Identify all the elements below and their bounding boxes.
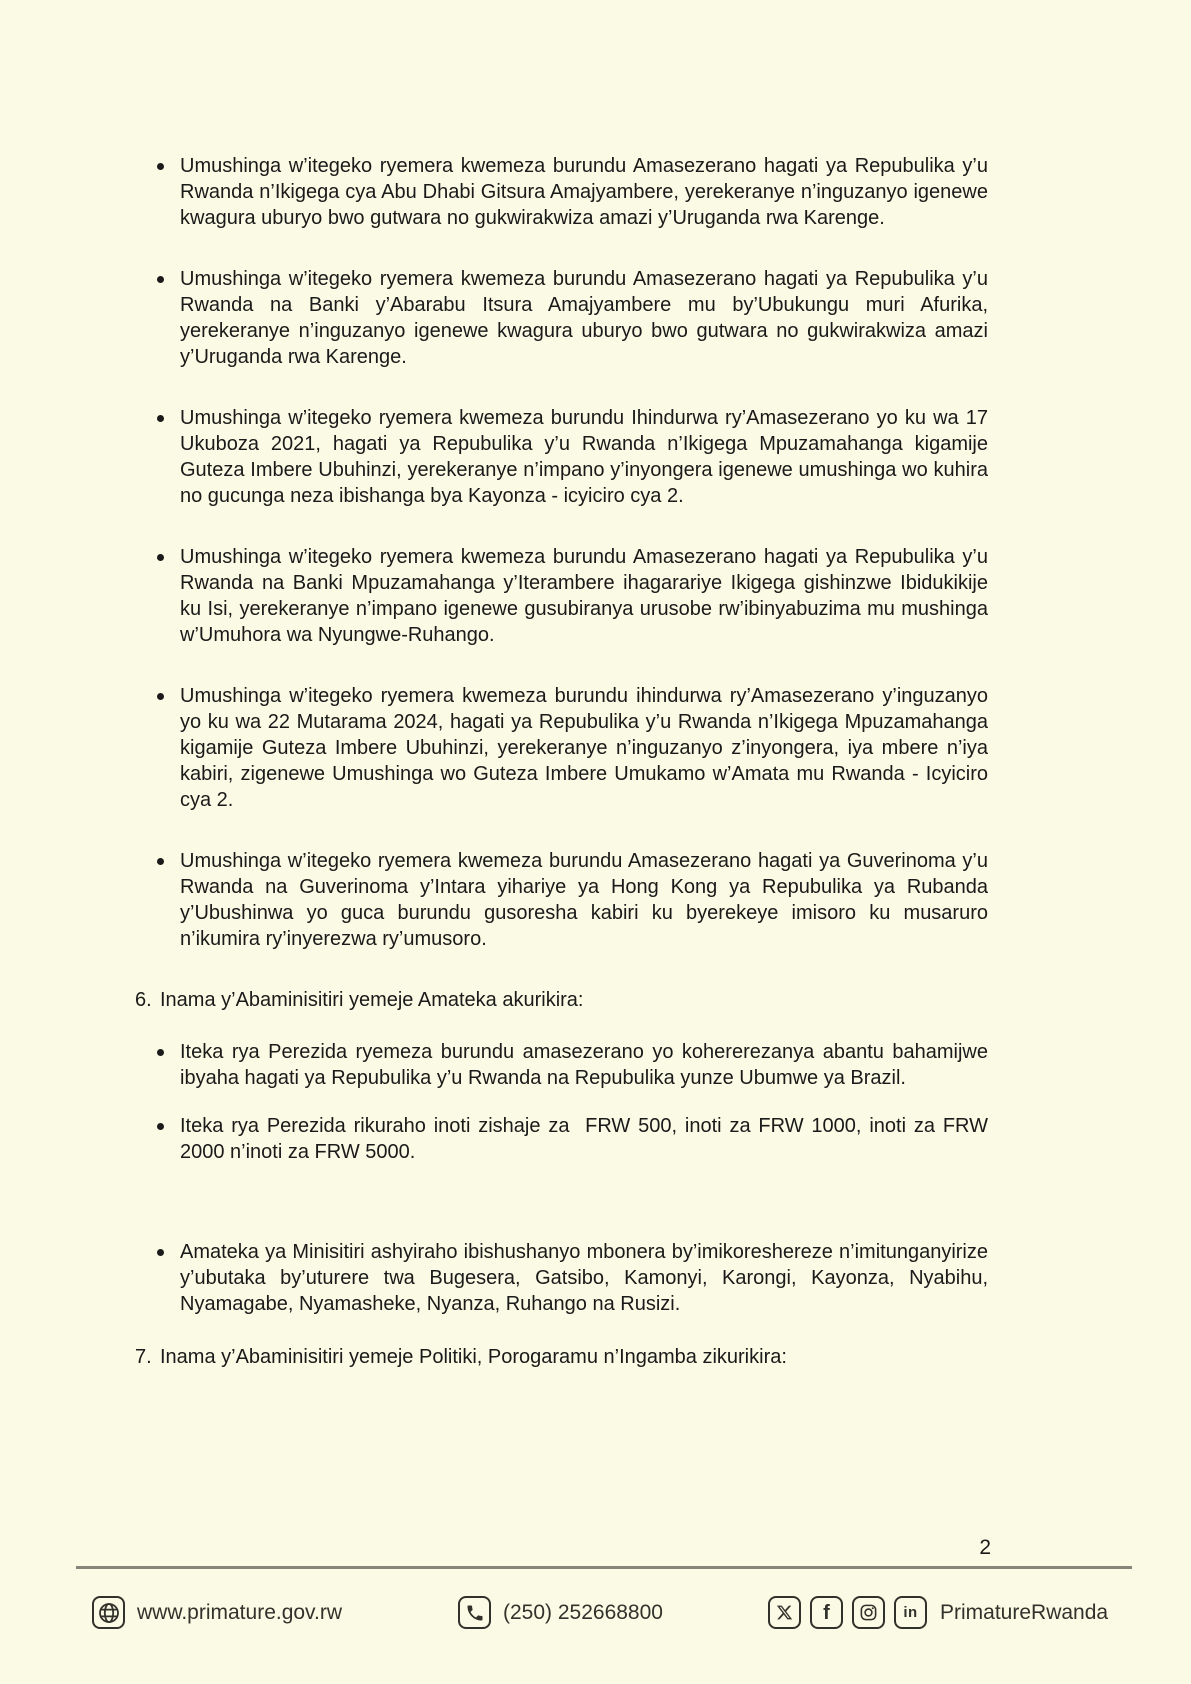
- intro-bullet-list: [135, 153, 988, 952]
- footer-phone-text: (250) 252668800: [503, 1600, 663, 1624]
- bullet-icon: [157, 683, 180, 813]
- footer-divider: [76, 1566, 1132, 1569]
- bullet-icon: [157, 153, 180, 231]
- bullet-text: Umushinga w’itegeko ryemera kwemeza burundu Amasezerano hagati ya Guverinoma y’u Rwanda na Guverinoma y’Intara yihariye ya Hong Kong ya Repubulika ya Rubanda y’Ubushinwa yo guca burundu gusoresha kabiri ku byerekeye imisoro ku musaruro n’ikumira ry’inyerezwa ry’umusoro.: [180, 850, 988, 950]
- x-icon[interactable]: [768, 1596, 801, 1629]
- section-7-number: 7.: [135, 1346, 152, 1368]
- footer-website-text: www.primature.gov.rw: [137, 1600, 342, 1624]
- instagram-icon[interactable]: [852, 1596, 885, 1629]
- bullet-icon: [157, 266, 180, 370]
- facebook-icon[interactable]: f: [810, 1596, 843, 1629]
- bullet-text: Umushinga w’itegeko ryemera kwemeza burundu Amasezerano hagati ya Repubulika y’u Rwanda n’Ikigega cya Abu Dhabi Gitsura Amajyambere, yerekeranye n’inguzanyo igenewe kwagura uburyo bwo gutwara no gukwirakwiza amazi y’Uruganda rwa Karenge.: [180, 155, 988, 229]
- bullet-text: Amateka ya Minisitiri ashyiraho ibishushanyo mbonera by’imikoreshereze n’imitunganyirize y’ubutaka by’uturere twa Bugesera, Gatsibo, Kamonyi, Karongi, Kayonza, Nyabihu, Nyamagabe, Nyamasheke, Nyanza, Ruhango na Rusizi.: [180, 1241, 988, 1315]
- bullet-text: Iteka rya Perezida rikuraho inoti zishaje za FRW 500, inoti za FRW 1000, inoti za FRW 2000 n’inoti za FRW 5000.: [180, 1115, 988, 1163]
- page-number: 2: [979, 1536, 991, 1559]
- bullet-item: [135, 266, 988, 370]
- section-7-heading: [135, 1344, 988, 1370]
- section-7-title: Inama y’Abaminisitiri yemeje Politiki, Porogaramu n’Ingamba zikurikira:: [160, 1346, 787, 1368]
- bullet-text: Umushinga w’itegeko ryemera kwemeza burundu ihindurwa ry’Amasezerano y’inguzanyo yo ku wa 22 Mutarama 2024, hagati ya Repubulika y’u Rwanda n’Ikigega Mpuzamahanga kigamije Guteza Imbere Ubuhinzi, yerekeranye n’inguzanyo z’inyongera, iya mbere n’iya kabiri, zigenewe Umushinga wo Guteza Imbere Umukamo w’Amata mu Rwanda - Icyiciro cya 2.: [180, 685, 988, 811]
- footer-social: [768, 1596, 1108, 1629]
- bullet-icon: [157, 848, 180, 952]
- bullet-text: Umushinga w’itegeko ryemera kwemeza burundu Amasezerano hagati ya Repubulika y’u Rwanda na Banki y’Abarabu Itsura Amajyambere mu by’Ubukungu muri Afurika, yerekeranye n’inguzanyo igenewe kwagura uburyo bwo gutwara no gukwirakwiza amazi y’Uruganda rwa Karenge.: [180, 268, 988, 368]
- globe-icon: [92, 1596, 125, 1629]
- bullet-text: Umushinga w’itegeko ryemera kwemeza burundu Amasezerano hagati ya Repubulika y’u Rwanda na Banki Mpuzamahanga y’Iterambere ihagarariye Ikigega gishinzwe Ibidukikije ku Isi, yerekeranye n’impano igenewe gusubiranya urusobe rw’ibinyabuzima mu mushinga w’Umuhora wa Nyungwe-Ruhango.: [180, 546, 988, 646]
- bullet-item: [135, 1039, 988, 1091]
- bullet-icon: [157, 1239, 180, 1317]
- bullet-text: Iteka rya Perezida ryemeza burundu amasezerano yo kohererezanya abantu bahamijwe ibyaha hagati ya Repubulika y’u Rwanda na Repubulika yunze Ubumwe ya Brazil.: [180, 1041, 988, 1089]
- footer: [0, 1596, 1191, 1636]
- amateka-bullet-list-late: [135, 1239, 988, 1317]
- linkedin-icon[interactable]: in: [894, 1596, 927, 1629]
- bullet-item: [135, 1113, 988, 1165]
- footer-social-handle: PrimatureRwanda: [940, 1600, 1109, 1624]
- bullet-icon: [157, 1039, 180, 1091]
- bullet-icon: [157, 544, 180, 648]
- bullet-item: [135, 405, 988, 509]
- amateka-bullet-list: [135, 1039, 988, 1165]
- footer-website-link[interactable]: [92, 1596, 342, 1629]
- footer-phone-link[interactable]: [458, 1596, 663, 1629]
- bullet-text: Umushinga w’itegeko ryemera kwemeza burundu Ihindurwa ry’Amasezerano yo ku wa 17 Ukuboza 2021, hagati ya Repubulika y’u Rwanda n’Ikigega Mpuzamahanga kigamije Guteza Imbere Ubuhinzi, yerekeranye n’impano y’inyongera igenewe umushinga wo kuhira no gucunga neza ibishanga bya Kayonza - icyiciro cya 2.: [180, 407, 988, 507]
- bullet-item: [135, 544, 988, 648]
- phone-icon: [458, 1596, 491, 1629]
- bullet-icon: [157, 1113, 180, 1165]
- bullet-item: [135, 1239, 988, 1317]
- section-6-heading: [135, 987, 988, 1013]
- bullet-item: [135, 683, 988, 813]
- section-6-title: Inama y’Abaminisitiri yemeje Amateka akurikira:: [160, 989, 584, 1011]
- bullet-item: [135, 848, 988, 952]
- bullet-item: [135, 153, 988, 231]
- bullet-icon: [157, 405, 180, 509]
- section-6-number: 6.: [135, 989, 152, 1011]
